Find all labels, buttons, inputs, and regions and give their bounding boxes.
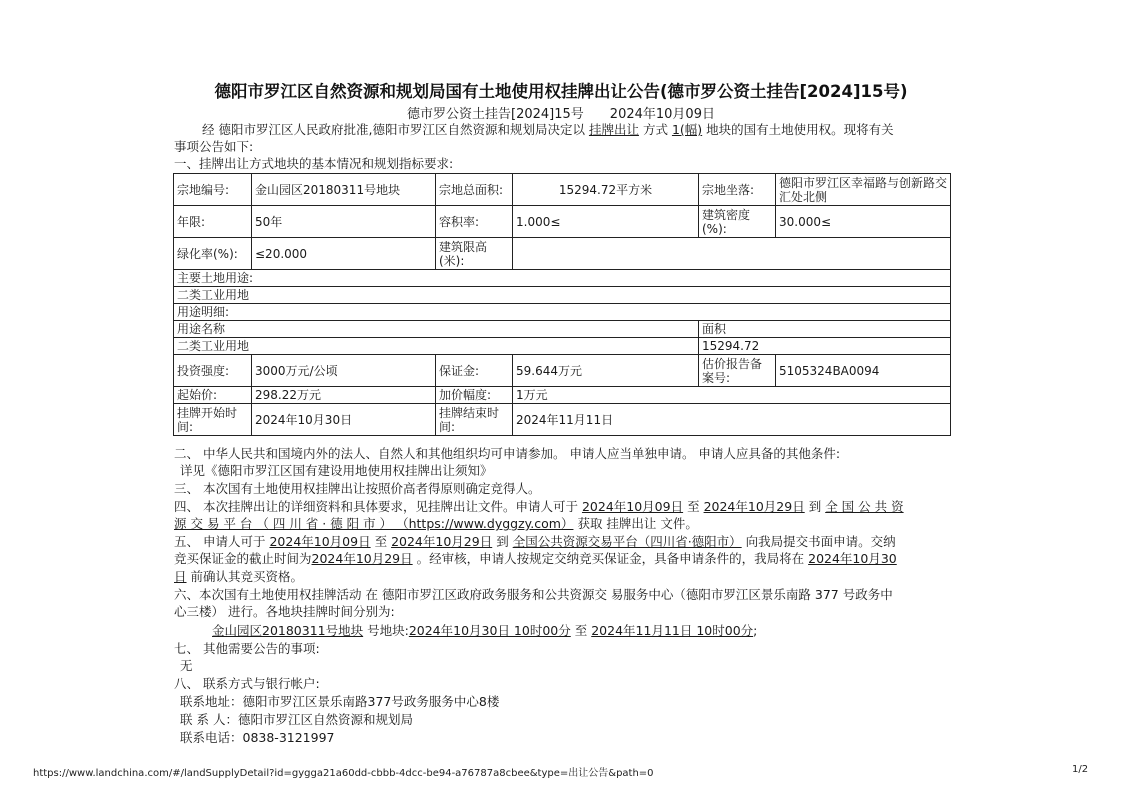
confirm-date-part-2: 日 bbox=[174, 569, 187, 584]
appraisal: 5105324BA0094 bbox=[776, 355, 951, 387]
main-use: 二类工业用地 bbox=[174, 287, 951, 304]
main-use-label: 主要土地用途: bbox=[174, 270, 951, 287]
parcel-no: 金山园区20180311号地块 bbox=[252, 174, 436, 206]
density-label: 建筑密度(%): bbox=[699, 206, 776, 238]
green-label: 绿化率(%): bbox=[174, 238, 252, 270]
transfer-method: 挂牌出让 bbox=[588, 122, 639, 137]
page-title: 德阳市罗江区自然资源和规划局国有土地使用权挂牌出让公告(德市罗公资土挂告[2024]15号) bbox=[214, 82, 908, 101]
section-4-line-1: 四、 本次挂牌出让的详细资料和具体要求，见挂牌出让文件。申请人可于 2024年10月09日 至 2024年10月29日 到 全 国 公 共 资 bbox=[174, 499, 904, 514]
apply-end-date: 2024年10月29日 bbox=[391, 534, 493, 549]
term: 50年 bbox=[252, 206, 436, 238]
use-name-header: 用途名称 bbox=[174, 321, 699, 338]
section-6-line-3: 金山园区20180311号地块 号地块:2024年10月30日 10时00分 至 2024年11月11日 10时00分; bbox=[212, 623, 758, 638]
increment-label: 加价幅度: bbox=[436, 387, 513, 404]
section-2-line-1: 二、 中华人民共和国境内外的法人、自然人和其他组织均可申请参加。 申请人应当单独申请。 申请人应具备的其他条件: bbox=[174, 446, 841, 461]
schedule-end: 2024年11月11日 10时00分 bbox=[591, 623, 754, 638]
use-name: 二类工业用地 bbox=[174, 338, 699, 355]
section-5-line-1: 五、 申请人可于 2024年10月09日 至 2024年10月29日 到 全国公共资源交易平台（四川省·德阳市） 向我局提交书面申请。交纳 bbox=[174, 534, 896, 549]
document-date: 2024年10月09日 bbox=[609, 107, 715, 122]
platform-link[interactable]: 全国公共资源交易平台（四川省·德阳市） bbox=[512, 534, 742, 549]
apply-start-date: 2024年10月09日 bbox=[269, 534, 371, 549]
table-row bbox=[174, 174, 951, 206]
far-label: 容积率: bbox=[436, 206, 513, 238]
table-row bbox=[174, 206, 951, 238]
intro-line-2: 事项公告如下: bbox=[174, 139, 254, 154]
page-number: 1/2 bbox=[1072, 764, 1089, 775]
parcel-count: 1(幅) bbox=[671, 122, 703, 137]
doc-end-date: 2024年10月29日 bbox=[703, 499, 805, 514]
contact-person: 联 系 人：德阳市罗江区自然资源和规划局 bbox=[180, 712, 413, 727]
table-row bbox=[174, 238, 951, 270]
appraisal-label: 估价报告备案号: bbox=[699, 355, 776, 387]
start-price-label: 起始价: bbox=[174, 387, 252, 404]
contact-address: 联系地址：德阳市罗江区景乐南路377号政务服务中心8楼 bbox=[180, 694, 500, 709]
height bbox=[513, 238, 951, 270]
schedule-start: 2024年10月30日 10时00分 bbox=[408, 623, 571, 638]
section-3: 三、 本次国有土地使用权挂牌出让按照价高者得原则确定竞得人。 bbox=[174, 481, 541, 496]
density: 30.000≤ bbox=[776, 206, 951, 238]
footer-url: https://www.landchina.com/#/landSupplyDetail?id=gygga21a60dd-cbbb-4dcc-be94-a76787a8cbee&type=出让公告&path=0 bbox=[33, 768, 654, 779]
table-row bbox=[174, 355, 951, 387]
deposit-label: 保证金: bbox=[436, 355, 513, 387]
section-6-line-2: 心三楼） 进行。各地块挂牌时间分别为: bbox=[174, 604, 395, 619]
height-label: 建筑限高(米): bbox=[436, 238, 513, 270]
location-label: 宗地坐落: bbox=[699, 174, 776, 206]
confirm-date-part-1: 2024年10月30 bbox=[808, 551, 897, 566]
contact-phone: 联系电话：0838-3121997 bbox=[180, 730, 335, 745]
table-row bbox=[174, 304, 951, 321]
use-detail-label: 用途明细: bbox=[174, 304, 951, 321]
invest-label: 投资强度: bbox=[174, 355, 252, 387]
parcel-info-table bbox=[173, 173, 951, 436]
total-area: 15294.72平方米 bbox=[513, 174, 699, 206]
section-1-heading: 一、挂牌出让方式地块的基本情况和规划指标要求: bbox=[174, 156, 454, 171]
invest: 3000万元/公顷 bbox=[252, 355, 436, 387]
list-end: 2024年11月11日 bbox=[513, 404, 951, 436]
section-8-line-1: 八、 联系方式与银行帐户: bbox=[174, 676, 320, 691]
list-end-label: 挂牌结束时间: bbox=[436, 404, 513, 436]
far: 1.000≤ bbox=[513, 206, 699, 238]
total-area-label: 宗地总面积: bbox=[436, 174, 513, 206]
table-row bbox=[174, 270, 951, 287]
section-5-line-2: 竞买保证金的截止时间为2024年10月29日 。经审核，申请人按规定交纳竞买保证金，具备申请条件的，我局将在 2024年10月30 bbox=[174, 551, 897, 566]
term-label: 年限: bbox=[174, 206, 252, 238]
use-area: 15294.72 bbox=[699, 338, 951, 355]
deposit-deadline: 2024年10月29日 bbox=[311, 551, 413, 566]
table-row bbox=[174, 338, 951, 355]
list-start-label: 挂牌开始时间: bbox=[174, 404, 252, 436]
document-subtitle bbox=[0, 103, 1122, 122]
section-7-line-1: 七、 其他需要公告的事项: bbox=[174, 641, 320, 656]
table-row bbox=[174, 387, 951, 404]
intro-line-1: 经 德阳市罗江区人民政府批准,德阳市罗江区自然资源和规划局决定以 挂牌出让 方式 1(幅) 地块的国有土地使用权。现将有关 bbox=[202, 122, 894, 137]
area-header: 面积 bbox=[699, 321, 951, 338]
list-start: 2024年10月30日 bbox=[252, 404, 436, 436]
location: 德阳市罗江区幸福路与创新路交汇处北侧 bbox=[776, 174, 951, 206]
schedule-parcel: 金山园区20180311号地块 bbox=[212, 623, 364, 638]
green: ≤20.000 bbox=[252, 238, 436, 270]
table-row bbox=[174, 287, 951, 304]
document-number: 德市罗公资土挂告[2024]15号 bbox=[407, 107, 584, 122]
section-6-line-1: 六、本次国有土地使用权挂牌活动 在 德阳市罗江区政府政务服务和公共资源交 易服务中心（德阳市罗江区景乐南路 377 号政务中 bbox=[174, 587, 893, 602]
section-4-line-2: 源 交 易 平 台 （ 四 川 省 · 德 阳 市 ） （https://www.dyggzy.com） 获取 挂牌出让 文件。 bbox=[174, 516, 698, 531]
doc-start-date: 2024年10月09日 bbox=[581, 499, 684, 514]
table-row bbox=[174, 321, 951, 338]
increment: 1万元 bbox=[513, 387, 951, 404]
section-2-line-2: 详见《德阳市罗江区国有建设用地使用权挂牌出让须知》 bbox=[180, 463, 493, 478]
deposit: 59.644万元 bbox=[513, 355, 699, 387]
table-row bbox=[174, 404, 951, 436]
section-5-line-3: 日 前确认其竞买资格。 bbox=[174, 569, 304, 584]
platform-link-part-1[interactable]: 全 国 公 共 资 bbox=[825, 499, 904, 514]
start-price: 298.22万元 bbox=[252, 387, 436, 404]
platform-link-part-2[interactable]: 源 交 易 平 台 （ 四 川 省 · 德 阳 市 ） （https://www.dyggzy.com） bbox=[174, 516, 574, 531]
parcel-no-label: 宗地编号: bbox=[174, 174, 252, 206]
section-7-line-2: 无 bbox=[180, 658, 193, 673]
